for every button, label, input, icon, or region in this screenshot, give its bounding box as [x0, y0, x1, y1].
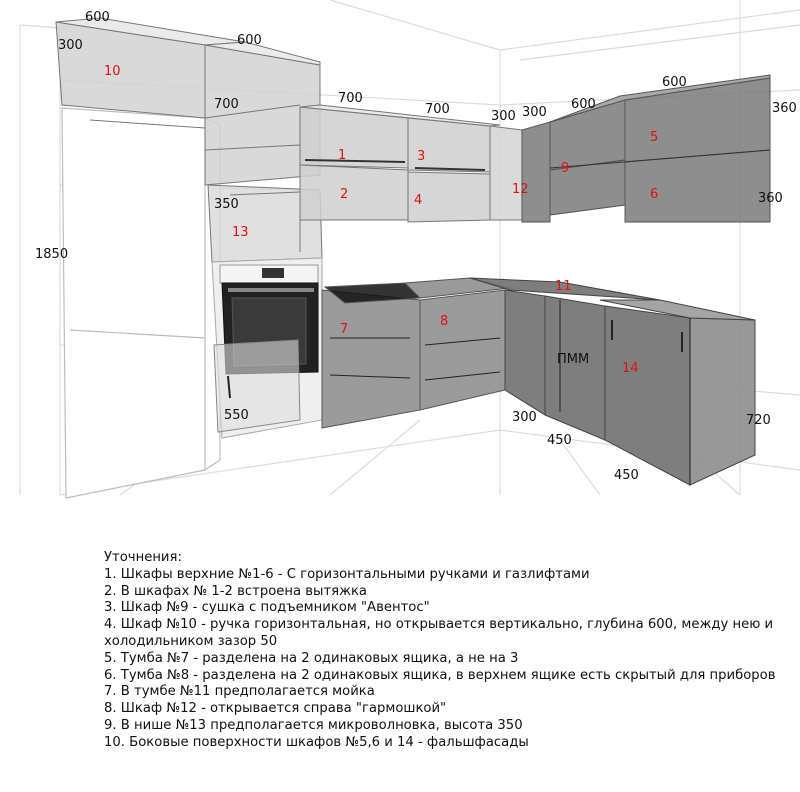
cabinet-number-2: 2 — [340, 187, 349, 202]
dim-fridge-1850: 1850 — [35, 247, 69, 262]
dim-col2-700: 700 — [214, 97, 239, 112]
notes-title: Уточнения: — [104, 550, 182, 565]
note-line-2: 2. В шкафах № 1-2 встроена вытяжка — [104, 583, 367, 599]
dim-base-450a: 450 — [547, 433, 572, 448]
notes-block — [104, 550, 794, 752]
cabinet-number-4: 4 — [414, 193, 423, 208]
fridge — [62, 108, 220, 498]
base-cabinets-11-14 — [470, 278, 755, 485]
dim-upper-700b: 700 — [425, 102, 450, 117]
cabinet-number-3: 3 — [417, 149, 426, 164]
dim-upper-300a: 300 — [491, 109, 516, 124]
cabinet-number-7: 7 — [340, 322, 349, 337]
cabinet-number-5: 5 — [650, 130, 659, 145]
note-line-5: 5. Тумба №7 - разделена на 2 одинаковых ящика, а не на 3 — [104, 650, 519, 666]
dim-niche-350: 350 — [214, 197, 239, 212]
dishwasher-label: ПММ — [557, 352, 590, 367]
note-line-9: 9. В нише №13 предполагается микроволновка, высота 350 — [104, 717, 523, 733]
cabinet-number-13: 13 — [232, 225, 249, 240]
upper-cabinet-12 — [490, 126, 522, 220]
note-line-4: 4. Шкаф №10 - ручка горизонтальная, но открывается вертикально, глубина 600, между нею и холодильником зазор 50 — [104, 617, 774, 649]
cabinet-number-1: 1 — [338, 148, 347, 163]
cabinet-number-10: 10 — [104, 64, 121, 79]
base-cabinet-8 — [405, 278, 510, 410]
dim-upper-600b: 600 — [662, 75, 687, 90]
cabinet-number-6: 6 — [650, 187, 659, 202]
cabinet-number-8: 8 — [440, 314, 449, 329]
cabinet-number-12: 12 — [512, 182, 529, 197]
dim-upper-700a: 700 — [338, 91, 363, 106]
base-cabinet-7 — [322, 283, 420, 428]
dim-depth-300: 300 — [58, 38, 83, 53]
dim-base-450b: 450 — [614, 468, 639, 483]
upper-cabinets-1-4 — [300, 105, 500, 222]
dim-upper-600a: 600 — [571, 97, 596, 112]
note-line-8: 8. Шкаф №12 - открывается справа "гармошкой" — [104, 701, 447, 717]
dim-base-720: 720 — [746, 413, 771, 428]
dim-oven-550: 550 — [224, 408, 249, 423]
cabinet-number-14: 14 — [622, 361, 639, 376]
cabinet-number-11: 11 — [555, 279, 572, 294]
upper-cabinets-5-6-9 — [522, 75, 770, 222]
dim-upper-300b: 300 — [522, 105, 547, 120]
note-line-6: 6. Тумба №8 - разделена на 2 одинаковых ящика, в верхнем ящике есть скрытый для приборов — [104, 667, 776, 683]
note-line-3: 3. Шкаф №9 - сушка с подъемником "Авентос" — [104, 600, 430, 616]
dim-upper-360a: 360 — [772, 101, 797, 116]
note-line-7: 7. В тумбе №11 предполагается мойка — [104, 684, 375, 700]
dim-base-300: 300 — [512, 410, 537, 425]
dim-top-600: 600 — [85, 10, 110, 25]
note-line-1: 1. Шкафы верхние №1-6 - С горизонтальными ручками и газлифтами — [104, 566, 590, 582]
note-line-10: 10. Боковые поверхности шкафов №5,6 и 14 - фальшфасады — [104, 734, 529, 750]
dim-col2-600: 600 — [237, 33, 262, 48]
cabinet-number-9: 9 — [561, 161, 570, 176]
dim-upper-360b: 360 — [758, 191, 783, 206]
